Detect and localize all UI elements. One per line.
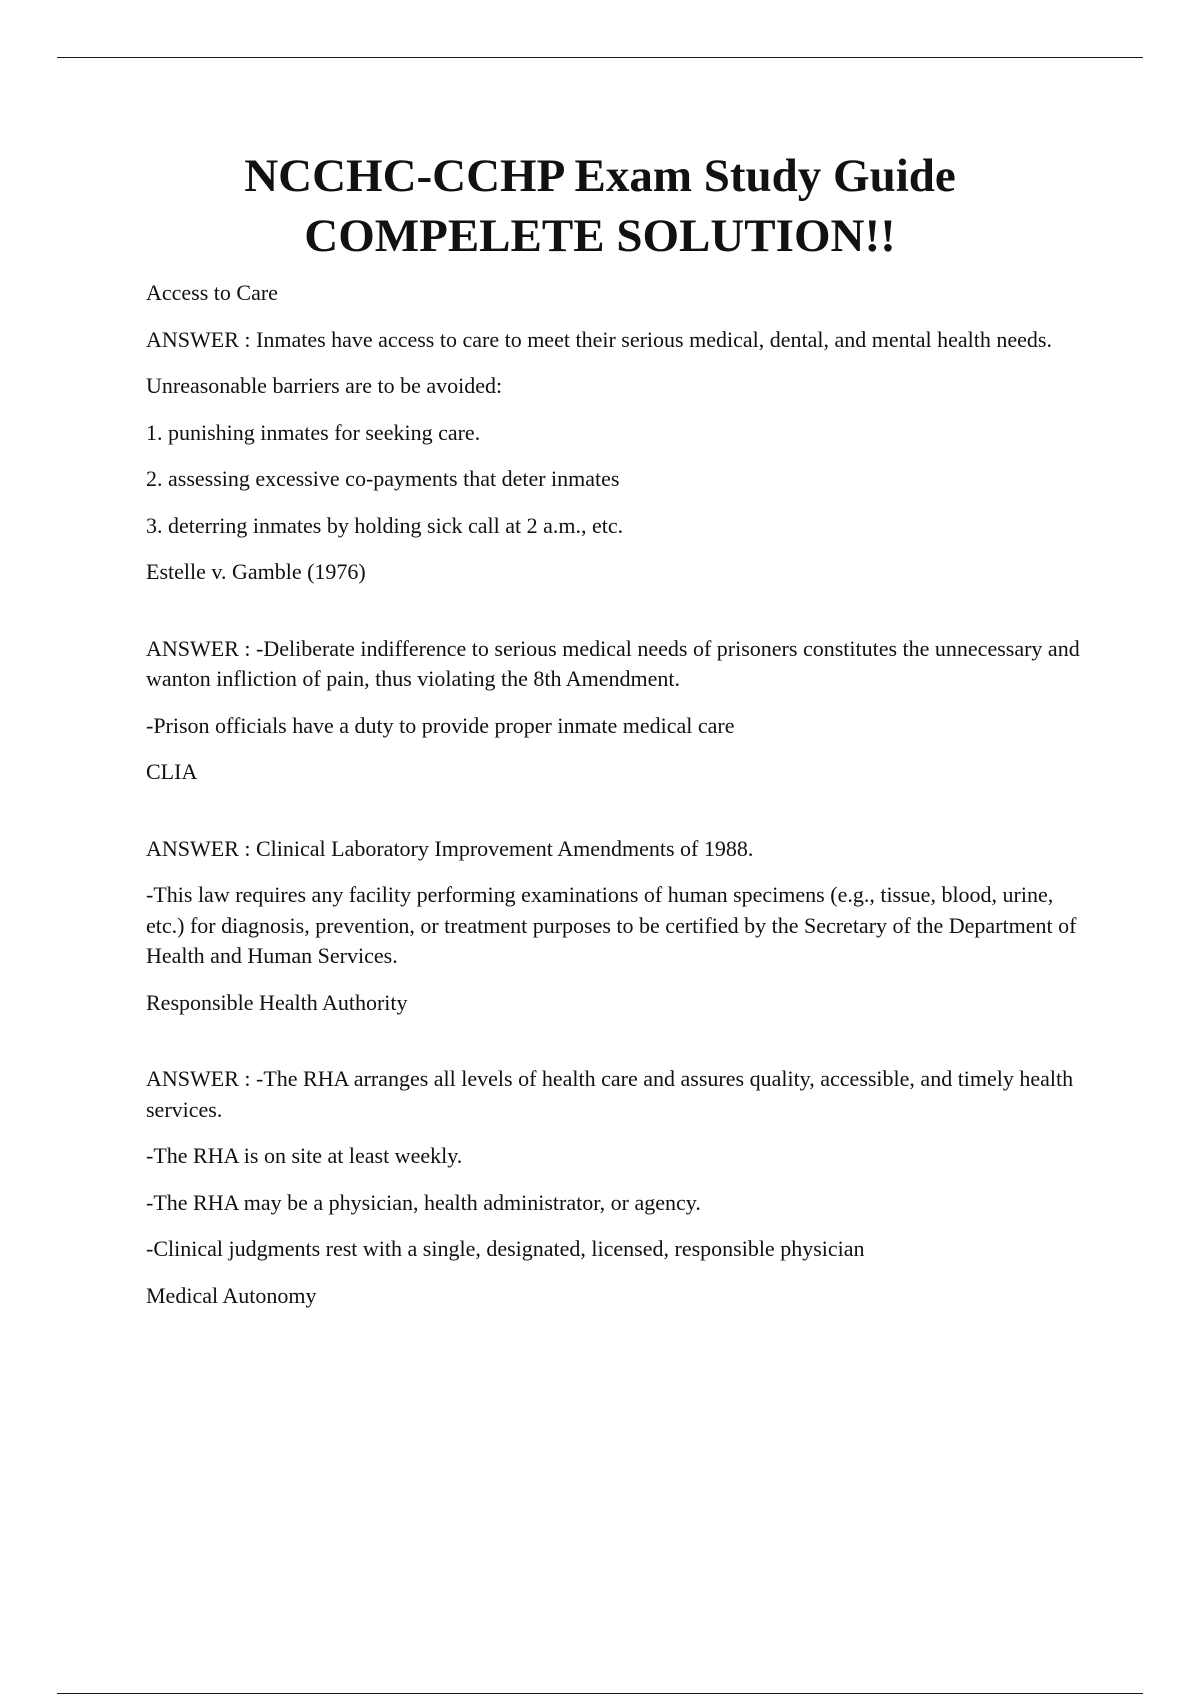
answer-text: -Clinical judgments rest with a single, designated, licensed, responsible physician <box>146 1236 865 1261</box>
answer-text: Unreasonable barriers are to be avoided: <box>146 373 503 398</box>
footer-rule <box>57 1693 1143 1694</box>
study-guide-content <box>146 278 1091 1327</box>
answer-text: -This law requires any facility performing examinations of human specimens (e.g., tissue, blood, urine, etc.) for diagnosis, prevention, or treatment purposes to be certified by the Secretary of the Department of Health and Human Services. <box>146 882 1077 968</box>
question-access-to-care: Access to Care <box>146 280 278 305</box>
question-responsible-health-authority: Responsible Health Authority <box>146 989 408 1015</box>
document-title <box>0 146 1200 266</box>
answer-text: -Prison officials have a duty to provide proper inmate medical care <box>146 712 735 738</box>
answer-list-item: 1. punishing inmates for seeking care. <box>146 419 481 445</box>
answer-access-to-care: ANSWER : Inmates have access to care to meet their serious medical, dental, and mental health needs. <box>146 326 1052 352</box>
answer-estelle-v-gamble: ANSWER : -Deliberate indifference to serious medical needs of prisoners constitutes the unnecessary and wanton infliction of pain, thus violating the 8th Amendment. <box>146 635 1080 691</box>
answer-text: -The RHA is on site at least weekly. <box>146 1143 463 1168</box>
question-estelle-v-gamble: Estelle v. Gamble (1976) <box>146 559 366 584</box>
question-clia: CLIA <box>146 759 198 784</box>
title-line-2: COMPELETE SOLUTION!! <box>304 210 896 262</box>
answer-responsible-health-authority: ANSWER : -The RHA arranges all levels of health care and assures quality, accessible, and timely health services. <box>146 1066 1074 1122</box>
title-line-1: NCCHC-CCHP Exam Study Guide <box>244 150 956 202</box>
question-medical-autonomy: Medical Autonomy <box>146 1282 317 1308</box>
header-rule <box>57 57 1143 58</box>
answer-text: -The RHA may be a physician, health administrator, or agency. <box>146 1189 701 1215</box>
answer-clia: ANSWER : Clinical Laboratory Improvement Amendments of 1988. <box>146 835 754 861</box>
answer-list-item: 3. deterring inmates by holding sick call at 2 a.m., etc. <box>146 512 624 538</box>
answer-list-item: 2. assessing excessive co-payments that deter inmates <box>146 466 620 491</box>
